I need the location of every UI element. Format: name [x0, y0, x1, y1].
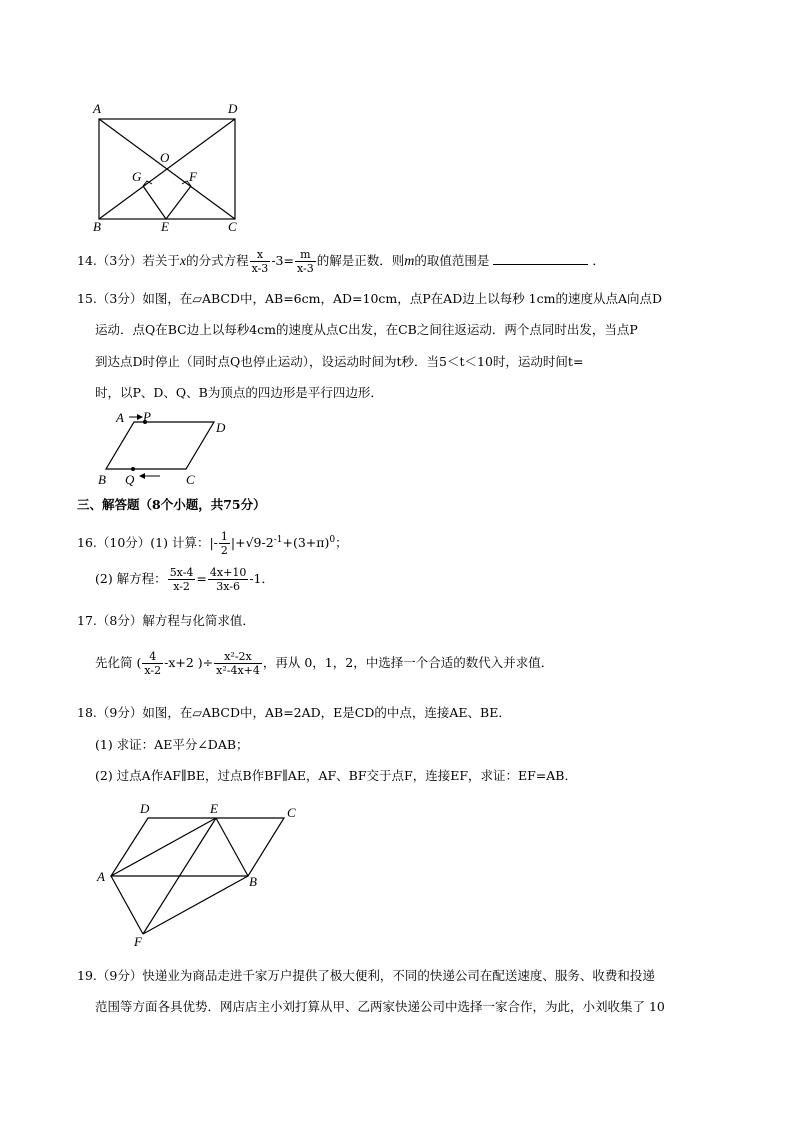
fraction: $\frac{\text{x²-2x}}{\text{x²-4x+4}}$ — [216, 650, 260, 677]
question-18-part1: (1) 求证：AE平分∠DAB； — [95, 737, 249, 752]
question-18-part2: (2) 过点A作AF∥BE，过点B作BF∥AE，AF、BF交于点F，连接EF，求证：EF=AB． — [95, 768, 577, 783]
question-16-part1: 16.（10分）(1) 计算：|- $\frac{1}{2}$ $|+√9-2^{-1}+(3+\pi)^0$； — [77, 530, 348, 558]
parallelogram-figure-aebf — [90, 800, 310, 950]
label-O: O — [160, 150, 170, 165]
fraction: $\frac{m}{x-3}$ — [296, 248, 314, 275]
question-18-line1: 18.（9分）如图，在▱ABCD中，AB=2AD，E是CD的中点，连接AE、BE． — [77, 705, 511, 720]
section-heading: 三、解答题（8个小题，共75分） — [77, 497, 266, 512]
question-15-line4: 时，以P、D、Q、B为顶点的四边形是平行四边形． — [95, 385, 383, 400]
label-B: B — [249, 874, 257, 889]
label-D: D — [228, 101, 238, 116]
label-F: F — [134, 934, 142, 949]
label-P: P — [143, 409, 151, 424]
parallelogram-figure-pq — [100, 404, 240, 490]
label-F: F — [189, 169, 197, 184]
label-C: C — [186, 472, 195, 487]
fraction: $\frac{5x-4}{x-2}$ — [169, 566, 194, 593]
label-G: G — [132, 169, 142, 184]
label-B: B — [98, 472, 106, 487]
label-E: E — [210, 801, 218, 816]
question-15-line1: 15.（3分）如图，在▱ABCD中，AB=6cm，AD=10cm，点P在AD边上以每秒 1cm的速度从点A向点D — [77, 291, 663, 306]
label-A: A — [93, 101, 101, 116]
answer-blank — [493, 252, 588, 265]
question-15-line2: 运动．点Q在BC边上以每秒4cm的速度从点C出发，在CB之间往返运动．两个点同时出发，当点P — [95, 322, 638, 337]
rectangle-figure — [85, 98, 250, 236]
label-C: C — [287, 805, 296, 820]
label-D: D — [140, 801, 150, 816]
question-14: 14.（3分）若关于x的分式方程 $\frac{x}{x-3}$ -3= $\frac{m}{x-3}$ 的解是正数．则m的取值范围是 ． — [77, 248, 605, 275]
fraction: $\frac{1}{2}$ — [220, 530, 228, 558]
question-19-line1: 19.（9分）快递业为商品走进千家万户提供了极大便利，不同的快递公司在配送速度、服务、收费和投递 — [77, 968, 655, 983]
question-19-line2: 范围等方面各具优势．网店店主小刘打算从甲、乙两家快递公司中选择一家合作，为此，小刘收集了 10 — [95, 999, 665, 1014]
label-Q: Q — [125, 472, 135, 487]
label-E: E — [161, 219, 169, 234]
fraction: $\frac{4}{x-2}$ — [144, 650, 162, 677]
label-A: A — [97, 869, 105, 884]
label-C: C — [228, 219, 237, 234]
fraction: $\frac{x}{x-3}$ — [251, 248, 269, 275]
label-B: B — [93, 219, 101, 234]
label-D: D — [216, 420, 226, 435]
question-17-line1: 17.（8分）解方程与化简求值． — [77, 613, 255, 628]
question-17-line2: 先化简 ( $\frac{4}{x-2}$ -x+2 )÷ $\frac{\text{x²-2x}}{\text{x²-4x+4}}$ ，再从 0，1，2，中选择一个合适的数代入并求值． — [95, 650, 554, 677]
question-16-part2: (2) 解方程： $\frac{5x-4}{x-2}$ = $\frac{4x+10}{3x-6}$ -1． — [95, 566, 275, 593]
label-A: A — [116, 410, 124, 425]
fraction: $\frac{4x+10}{3x-6}$ — [209, 566, 247, 593]
question-15-line3: 到达点D时停止（同时点Q也停止运动），设运动时间为t秒．当5＜t＜10时，运动时间t= — [95, 354, 584, 369]
